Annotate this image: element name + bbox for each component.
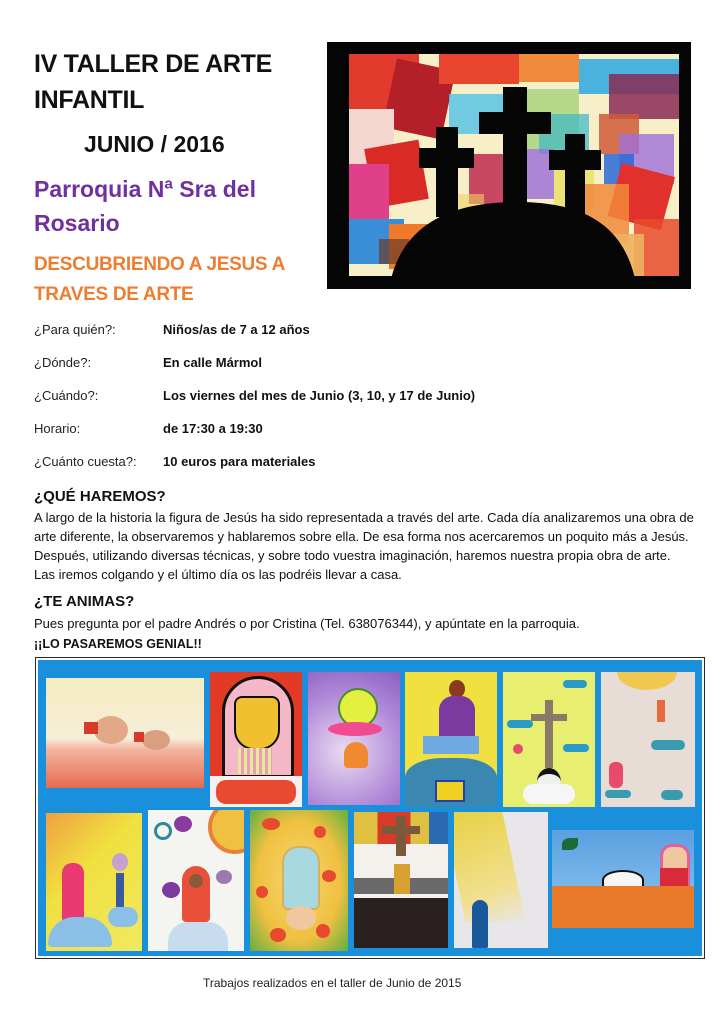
what-line: Las iremos colgando y el último día os las podréis llevar a casa. — [34, 567, 402, 582]
info-row-audience — [34, 321, 554, 354]
info-label: Horario: — [34, 421, 81, 436]
cross-church-painting — [354, 812, 448, 948]
sun-clouds-painting — [601, 672, 695, 807]
info-value: Niños/as de 7 a 12 años — [163, 322, 310, 337]
gallery-caption: Trabajos realizados en el taller de Junio de 2015 — [203, 976, 462, 990]
stained-glass-icon — [327, 42, 691, 289]
closing-line: ¡¡LO PASAREMOS GENIAL!! — [34, 637, 202, 651]
join-heading: ¿TE ANIMAS? — [34, 593, 135, 610]
what-line: arte diferente, la observaremos y hablaremos sobre ella. De esa forma nos acercaremos un poquito más a Jesús. — [34, 529, 689, 544]
cherubs-painting — [46, 678, 204, 788]
what-heading: ¿QUÉ HAREMOS? — [34, 488, 166, 505]
what-description — [34, 508, 710, 584]
info-row-schedule — [34, 420, 554, 453]
event-info — [34, 321, 554, 486]
info-label: ¿Dónde?: — [34, 355, 92, 370]
info-label: ¿Para quién?: — [34, 322, 116, 337]
info-value: de 17:30 a 19:30 — [163, 421, 263, 436]
join-text: Pues pregunta por el padre Andrés o por Cristina (Tel. 638076344), y apúntate en la parroquia. — [34, 616, 580, 631]
info-label: ¿Cuándo?: — [34, 388, 99, 403]
yellow-light-painting — [454, 812, 548, 948]
purple-dress-angel-painting — [405, 672, 497, 807]
parish-line-2: Rosario — [34, 210, 120, 236]
what-line: A largo de la historia la figura de Jesús ha sido representada a través del arte. Cada día analizaremos una obra de — [34, 510, 694, 525]
what-line: Después, utilizando diversas técnicas, y sobre todo vuestra imaginación, haremos nuestra propia obra de arte. — [34, 548, 671, 563]
virgin-butterflies-painting — [250, 810, 348, 951]
gallery-background — [38, 660, 702, 956]
info-row-when — [34, 387, 554, 420]
parish-line-1: Parroquia Nª Sra del — [34, 176, 256, 202]
page-title — [34, 46, 272, 118]
parish-name — [34, 172, 256, 240]
info-value: En calle Mármol — [163, 355, 262, 370]
virgin-flowers-painting — [148, 810, 244, 951]
title-line-1: IV TALLER DE ARTE — [34, 50, 272, 78]
info-row-cost — [34, 453, 554, 486]
artwork-gallery — [35, 657, 705, 959]
title-line-2: INFANTIL — [34, 86, 145, 114]
angel-wall-painting — [552, 830, 694, 928]
haloed-figure-painting — [308, 672, 400, 805]
virgin-face-painting — [210, 672, 302, 807]
event-date: JUNIO / 2016 — [84, 131, 225, 157]
info-row-location — [34, 354, 554, 387]
cross-angel-painting — [503, 672, 595, 807]
info-value: 10 euros para materiales — [163, 454, 316, 469]
subtitle-line-1: DESCUBRIENDO A JESUS A — [34, 254, 285, 275]
virgin-clouds-painting — [46, 813, 142, 951]
workshop-subtitle — [34, 250, 285, 310]
info-label: ¿Cuánto cuesta?: — [34, 454, 137, 469]
subtitle-line-2: TRAVES DE ARTE — [34, 284, 194, 305]
info-value: Los viernes del mes de Junio (3, 10, y 17 de Junio) — [163, 388, 476, 403]
three-crosses-artwork — [327, 42, 691, 289]
